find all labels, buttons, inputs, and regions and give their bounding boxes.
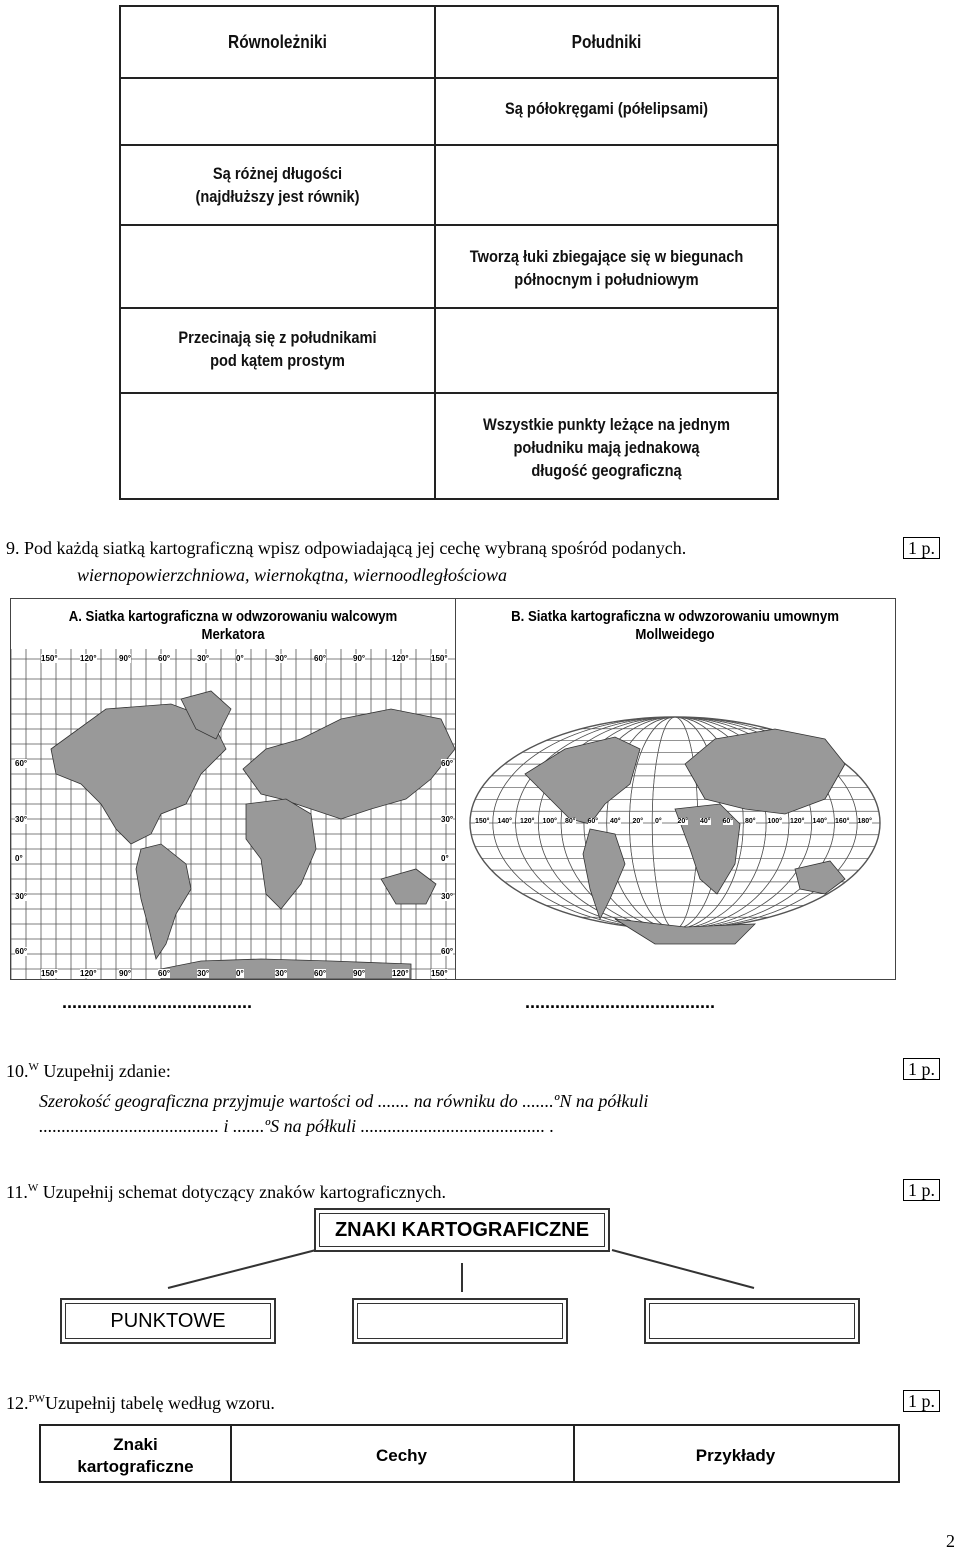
task12-sup: PW — [28, 1393, 45, 1405]
mollweide-longitude-label: 60° — [722, 818, 734, 825]
task9-points: 1 p. — [903, 537, 940, 559]
mercator-longitude-label: 30° — [275, 654, 288, 663]
page-number: 2 — [946, 1531, 955, 1551]
row-line — [121, 224, 777, 226]
mercator-longitude-label: 30° — [275, 969, 288, 978]
schema-child-mid-label[interactable] — [357, 1303, 563, 1339]
mollweide-longitude-label: 180° — [857, 818, 872, 825]
task11-points: 1 p. — [903, 1179, 940, 1201]
mercator-latitude-label: 60° — [441, 759, 454, 768]
task10-line2: ........................................ i .......ºS na półkuli ......................................... . — [39, 1116, 555, 1136]
mercator-latitude-label: 30° — [441, 815, 454, 824]
cell-meridians-3: Tworzą łuki zbiegające się w biegunach północnym i południowym — [469, 247, 744, 289]
task10-title: Uzupełnij zdanie: — [43, 1061, 171, 1081]
task10-sup: W — [28, 1061, 39, 1073]
task11-number: 11. — [6, 1182, 28, 1202]
task9-answer-b[interactable]: ...................................... — [525, 992, 716, 1012]
signs-table — [39, 1424, 900, 1483]
row-line — [121, 144, 777, 146]
mercator-latitude-label: 60° — [15, 947, 28, 956]
schema-child-mid-box[interactable] — [352, 1298, 568, 1344]
row-line — [121, 307, 777, 309]
mercator-longitude-label: 150° — [41, 969, 58, 978]
task11-title: Uzupełnij schemat dotyczący znaków kartograficznych. — [42, 1182, 447, 1202]
task10-heading — [6, 1056, 171, 1082]
mercator-longitude-label: 120° — [392, 654, 409, 663]
mercator-longitude-label: 30° — [197, 654, 210, 663]
mollweide-longitude-label: 0° — [655, 818, 662, 825]
mercator-longitude-label: 90° — [119, 654, 132, 663]
map-a-title: A. Siatka kartograficzna w odwzorowaniu walcowym Merkatora — [68, 608, 398, 643]
mercator-longitude-label: 90° — [119, 969, 132, 978]
mercator-continents — [51, 691, 455, 979]
task12-title: Uzupełnij tabelę według wzoru. — [45, 1393, 275, 1413]
mercator-longitude-label: 90° — [353, 969, 366, 978]
mercator-latitude-label: 60° — [441, 947, 454, 956]
header-examples: Przykłady — [695, 1446, 776, 1465]
mercator-longitude-label: 120° — [80, 969, 97, 978]
mollweide-longitude-label: 160° — [835, 818, 850, 825]
mollweide-continents — [525, 729, 845, 944]
schema-child-point-box — [60, 1298, 276, 1344]
cell-meridians-1: Są półokręgami (półelipsami) — [504, 99, 709, 118]
mercator-longitude-label: 0° — [236, 969, 244, 978]
mollweide-longitude-label: 40° — [610, 818, 621, 825]
mercator-longitude-label: 150° — [431, 969, 448, 978]
mercator-longitude-label: 0° — [236, 654, 244, 663]
task12-points: 1 p. — [903, 1390, 940, 1412]
mercator-longitude-label: 90° — [353, 654, 366, 663]
mercator-longitude-label: 60° — [314, 654, 327, 663]
task10-number: 10. — [6, 1061, 29, 1081]
schema-root-label: ZNAKI KARTOGRAFICZNE — [319, 1213, 605, 1247]
header-signs: Znaki kartograficzne — [77, 1435, 194, 1476]
header-parallels: Równoleżniki — [228, 32, 327, 52]
row-line — [121, 77, 777, 79]
mercator-latitude-label: 30° — [15, 815, 28, 824]
task10-line1: Szerokość geograficzna przyjmuje wartości od ....... na równiku do .......ºN na półkuli — [39, 1091, 649, 1111]
row-line — [121, 392, 777, 394]
mercator-longitude-label: 30° — [197, 969, 210, 978]
task11-sup: W — [27, 1182, 39, 1194]
mercator-longitude-label: 60° — [158, 654, 171, 663]
mercator-longitude-label: 150° — [41, 654, 58, 663]
map-b-title: B. Siatka kartograficzna w odwzorowaniu umownym Mollweidego — [511, 608, 839, 643]
cell-parallels-2: Są różnej długości (najdłuższy jest równik) — [195, 164, 360, 206]
mollweide-longitude-label: 60° — [587, 818, 599, 825]
cell-meridians-5: Wszystkie punkty leżące na jednym południku mają jednakową długość geograficzną — [482, 415, 731, 480]
mercator-latitude-label: 30° — [15, 892, 28, 901]
parallels-meridians-table — [119, 5, 779, 500]
mollweide-longitude-label: 100° — [542, 818, 557, 825]
task9-answer-a[interactable]: ...................................... — [62, 992, 253, 1012]
task10-points: 1 p. — [903, 1058, 940, 1080]
schema-root-box — [314, 1208, 610, 1252]
mollweide-longitude-label: 140° — [497, 818, 512, 825]
mollweide-longitude-label: 20° — [677, 818, 689, 825]
header-features: Cechy — [375, 1446, 428, 1465]
mollweide-longitude-label: 80° — [565, 818, 576, 825]
mercator-latitude-label: 0° — [441, 854, 449, 863]
cell-parallels-4: Przecinają się z południkami pod kątem prostym — [178, 328, 377, 370]
mercator-latitude-label: 30° — [441, 892, 454, 901]
mollweide-longitude-label: 100° — [767, 818, 782, 825]
mollweide-longitude-label: 40° — [700, 818, 711, 825]
maps-frame — [10, 598, 896, 980]
mollweide-longitude-label: 120° — [520, 818, 535, 825]
task12-heading — [6, 1388, 275, 1414]
mercator-longitude-label: 60° — [314, 969, 327, 978]
mercator-longitude-label: 60° — [158, 969, 171, 978]
schema-child-right-label[interactable] — [649, 1303, 855, 1339]
table-divider — [434, 7, 436, 498]
schema-child-point-label: PUNKTOWE — [65, 1303, 271, 1339]
task9-options: wiernopowierzchniowa, wiernokątna, wiernoodległościowa — [77, 565, 507, 585]
schema-child-right-box[interactable] — [644, 1298, 860, 1344]
mercator-map — [11, 599, 455, 979]
mercator-longitude-label: 120° — [80, 654, 97, 663]
mercator-longitude-label: 120° — [392, 969, 409, 978]
mercator-longitude-label: 150° — [431, 654, 448, 663]
task9-text: 9. Pod każdą siatką kartograficzną wpisz odpowiadającą jej cechę wybraną spośród podanych. — [6, 538, 687, 558]
task12-number: 12. — [6, 1393, 29, 1413]
mollweide-longitude-label: 20° — [632, 818, 644, 825]
mollweide-longitude-label: 80° — [745, 818, 756, 825]
mercator-latitude-label: 0° — [15, 854, 23, 863]
mollweide-map — [455, 599, 895, 979]
header-meridians: Południki — [571, 32, 642, 52]
mollweide-longitude-label: 120° — [790, 818, 805, 825]
mollweide-longitude-label: 150° — [475, 818, 490, 825]
mercator-latitude-label: 60° — [15, 759, 28, 768]
mollweide-longitude-label: 140° — [812, 818, 827, 825]
